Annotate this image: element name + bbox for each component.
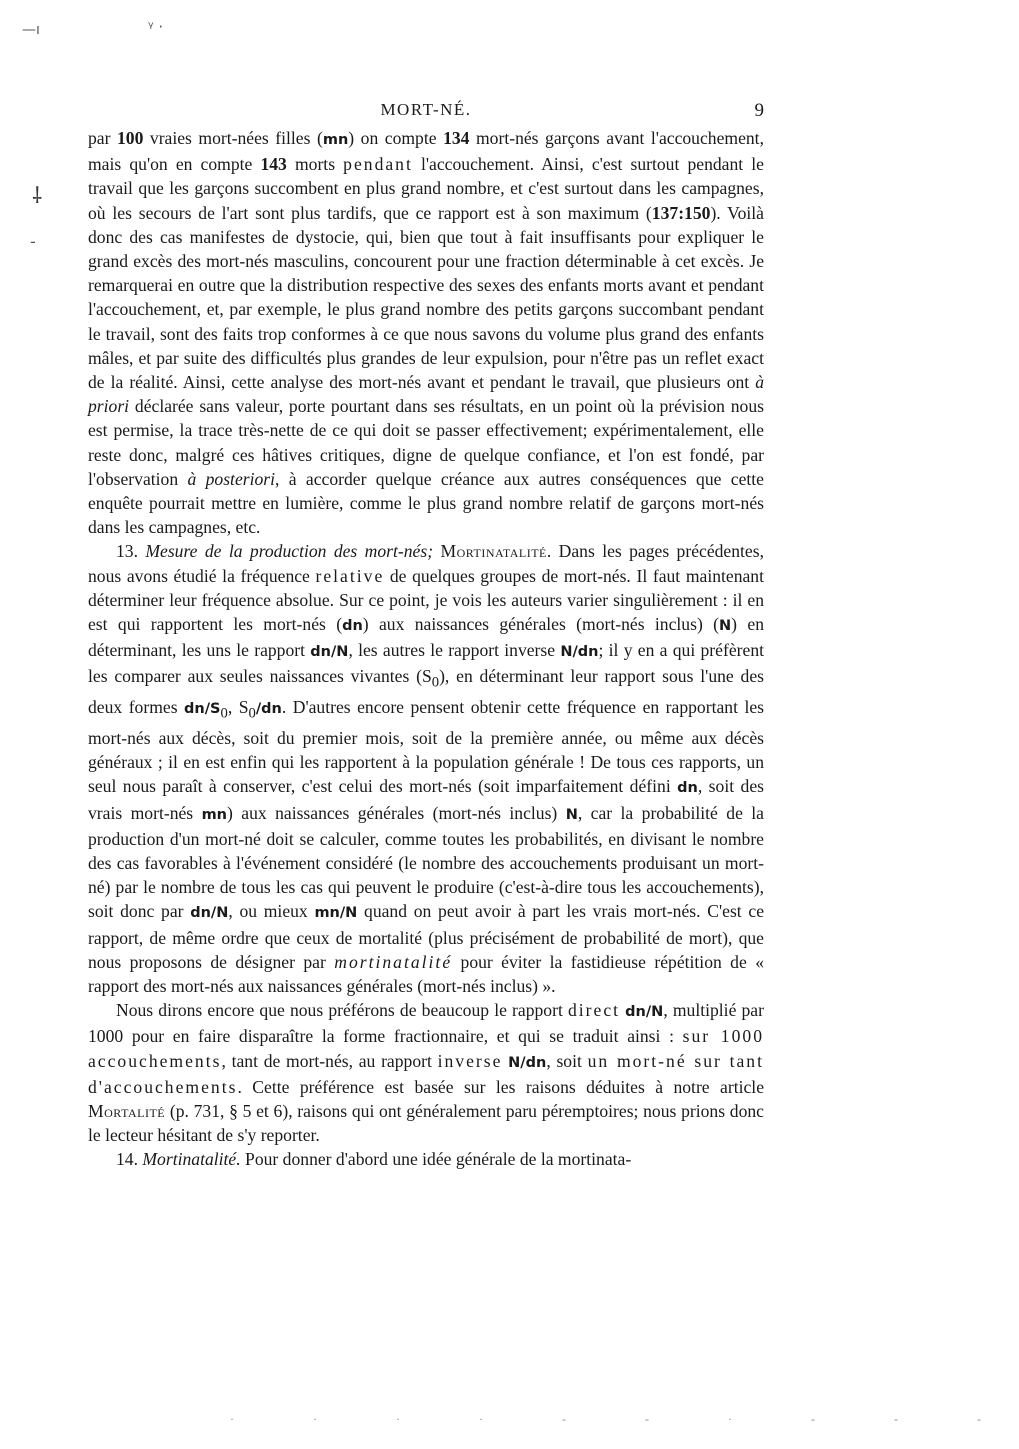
section-number-14: 14. [116, 1149, 138, 1170]
scan-mark-margin-1: ⸸ [32, 184, 43, 209]
paragraph-14: 14. Mortinatalité. Pour donner d'abord une idée générale de la mortinata- [116, 1149, 632, 1170]
page [88, 98, 764, 1172]
footer-scan-dots: · · · · - - · - - - [230, 1412, 1019, 1426]
section-number-13: 13. [116, 541, 138, 562]
scan-mark-top-mid: ᵞ · [148, 18, 164, 36]
scan-mark-margin-2: ‑ [30, 232, 36, 251]
running-title: MORT-NÉ. [380, 100, 472, 119]
section-title-14: Mortinatalité. [142, 1149, 241, 1170]
section-title-13: Mesure de la production des mort-nés; [145, 541, 434, 562]
paragraph-13: 13. Mesure de la production des mort-nés; Mortinatalité. Dans les pages précédentes, nous avons étudié la fréquence relative de quelques groupes de mort-nés. Il faut maintenant déterminer leur fréquence absolue. Sur ce point, je vois les auteurs varier singulièrement : il en est qui rapportent les mort-nés (dn) aux naissances générales (mort-nés inclus) (N) en déterminant, les uns le rapport dn/N, les autres le rapport inverse N/dn; il y en a qui préfèrent les comparer aux seules naissances vivantes $(S_0)$, en déterminant leur rapport sous l'une des deux formes $dn/S_0$, $S_0/dn$. D'autres encore pensent obtenir cette fréquence en rapportant les mort-nés aux décès, soit du premier mois, soit de la première année, ou même aux décès généraux ; il en est enfin qui les rapportent à la population générale ! De tous ces rapports, un seul nous paraît à conserver, c'est celui des mort-nés (soit imparfaitement défini dn, soit des vrais mort-nés mn) aux naissances générales (mort-nés inclus) N, car la probabilité de la production d'un mort-né doit se calculer, comme toutes les probabilités, en divisant le nombre des cas favorables à l'événement considéré (le nombre des accouchements produisant un mort-né) par le nombre de tous les cas qui peuvent le produire (c'est-à-dire tous les accouchements), soit donc par dn/N, ou mieux mn/N quand on peut avoir à part les vrais mort-nés. C'est ce rapport, de même ordre que ceux de mortalité (plus précisément de probabilité de mort), que nous proposons de désigner par mortinatalité pour éviter la fastidieuse répétition de « rapport des mort-nés aux naissances générales (mort-nés inclus) ». [88, 541, 765, 996]
body-text [88, 126, 764, 1172]
paragraph-direct-ratio: Nous dirons encore que nous préférons de beaucoup le rapport direct dn/N, multiplié par 1000 pour en faire disparaître la forme fractionnaire, et qui se traduit ainsi : sur 1000 accouchements, tant de mort-nés, au rapport inverse N/dn, soit un mort-né sur tant d'accouchements. Cette préférence est basée sur les raisons déduites à notre article Mortalité (p. 731, § 5 et 6), raisons qui ont généralement paru péremptoires; nous prions donc le lecteur hésitant de s'y reporter. [88, 1000, 764, 1146]
scan-mark-top-left: —ı [22, 22, 40, 38]
paragraph-continuation: par 100 vraies mort-nées filles (mn) on compte 134 mort-nés garçons avant l'accouchement, mais qu'on en compte 143 morts pendant l'accouchement. Ainsi, c'est surtout pendant le travail que les garçons succombent en plus grand nombre, et c'est surtout dans les campagnes, où les secours de l'art sont plus tardifs, que ce rapport est à son maximum (137:150). Voilà donc des cas manifestes de dystocie, qui, bien que tout à fait insuffisants pour expliquer le grand excès des mort-nés masculins, concourent pour une fraction déterminable à cet excès. Je remarquerai en outre que la distribution respective des sexes des enfants morts avant et pendant l'accouchement, et, par exemple, le plus grand nombre des petits garçons succombant pendant le travail, sont des faits trop conformes à ce que nous savons du volume plus grand des enfants mâles, et par suite des difficultés plus grandes de leur expulsion, pour n'être pas un reflet exact de la réalité. Ainsi, cette analyse des mort-nés avant et pendant le travail, que plusieurs ont à priori déclarée sans valeur, porte pourtant dans ses résultats, en un point où la prévision nous est permise, la trace très-nette de ce qui doit se passer effectivement; expérimentalement, elle reste donc, malgré ces hâtives critiques, digne de quelque confiance, et l'on est fondé, par l'observation à posteriori, à accorder quelque créance aux autres conséquences que cette enquête pourrait mettre en lumière, comme le plus grand nombre relatif de garçons mort-nés dans les campagnes, etc. [88, 128, 764, 538]
page-number: 9 [754, 100, 764, 121]
running-header [88, 98, 764, 124]
